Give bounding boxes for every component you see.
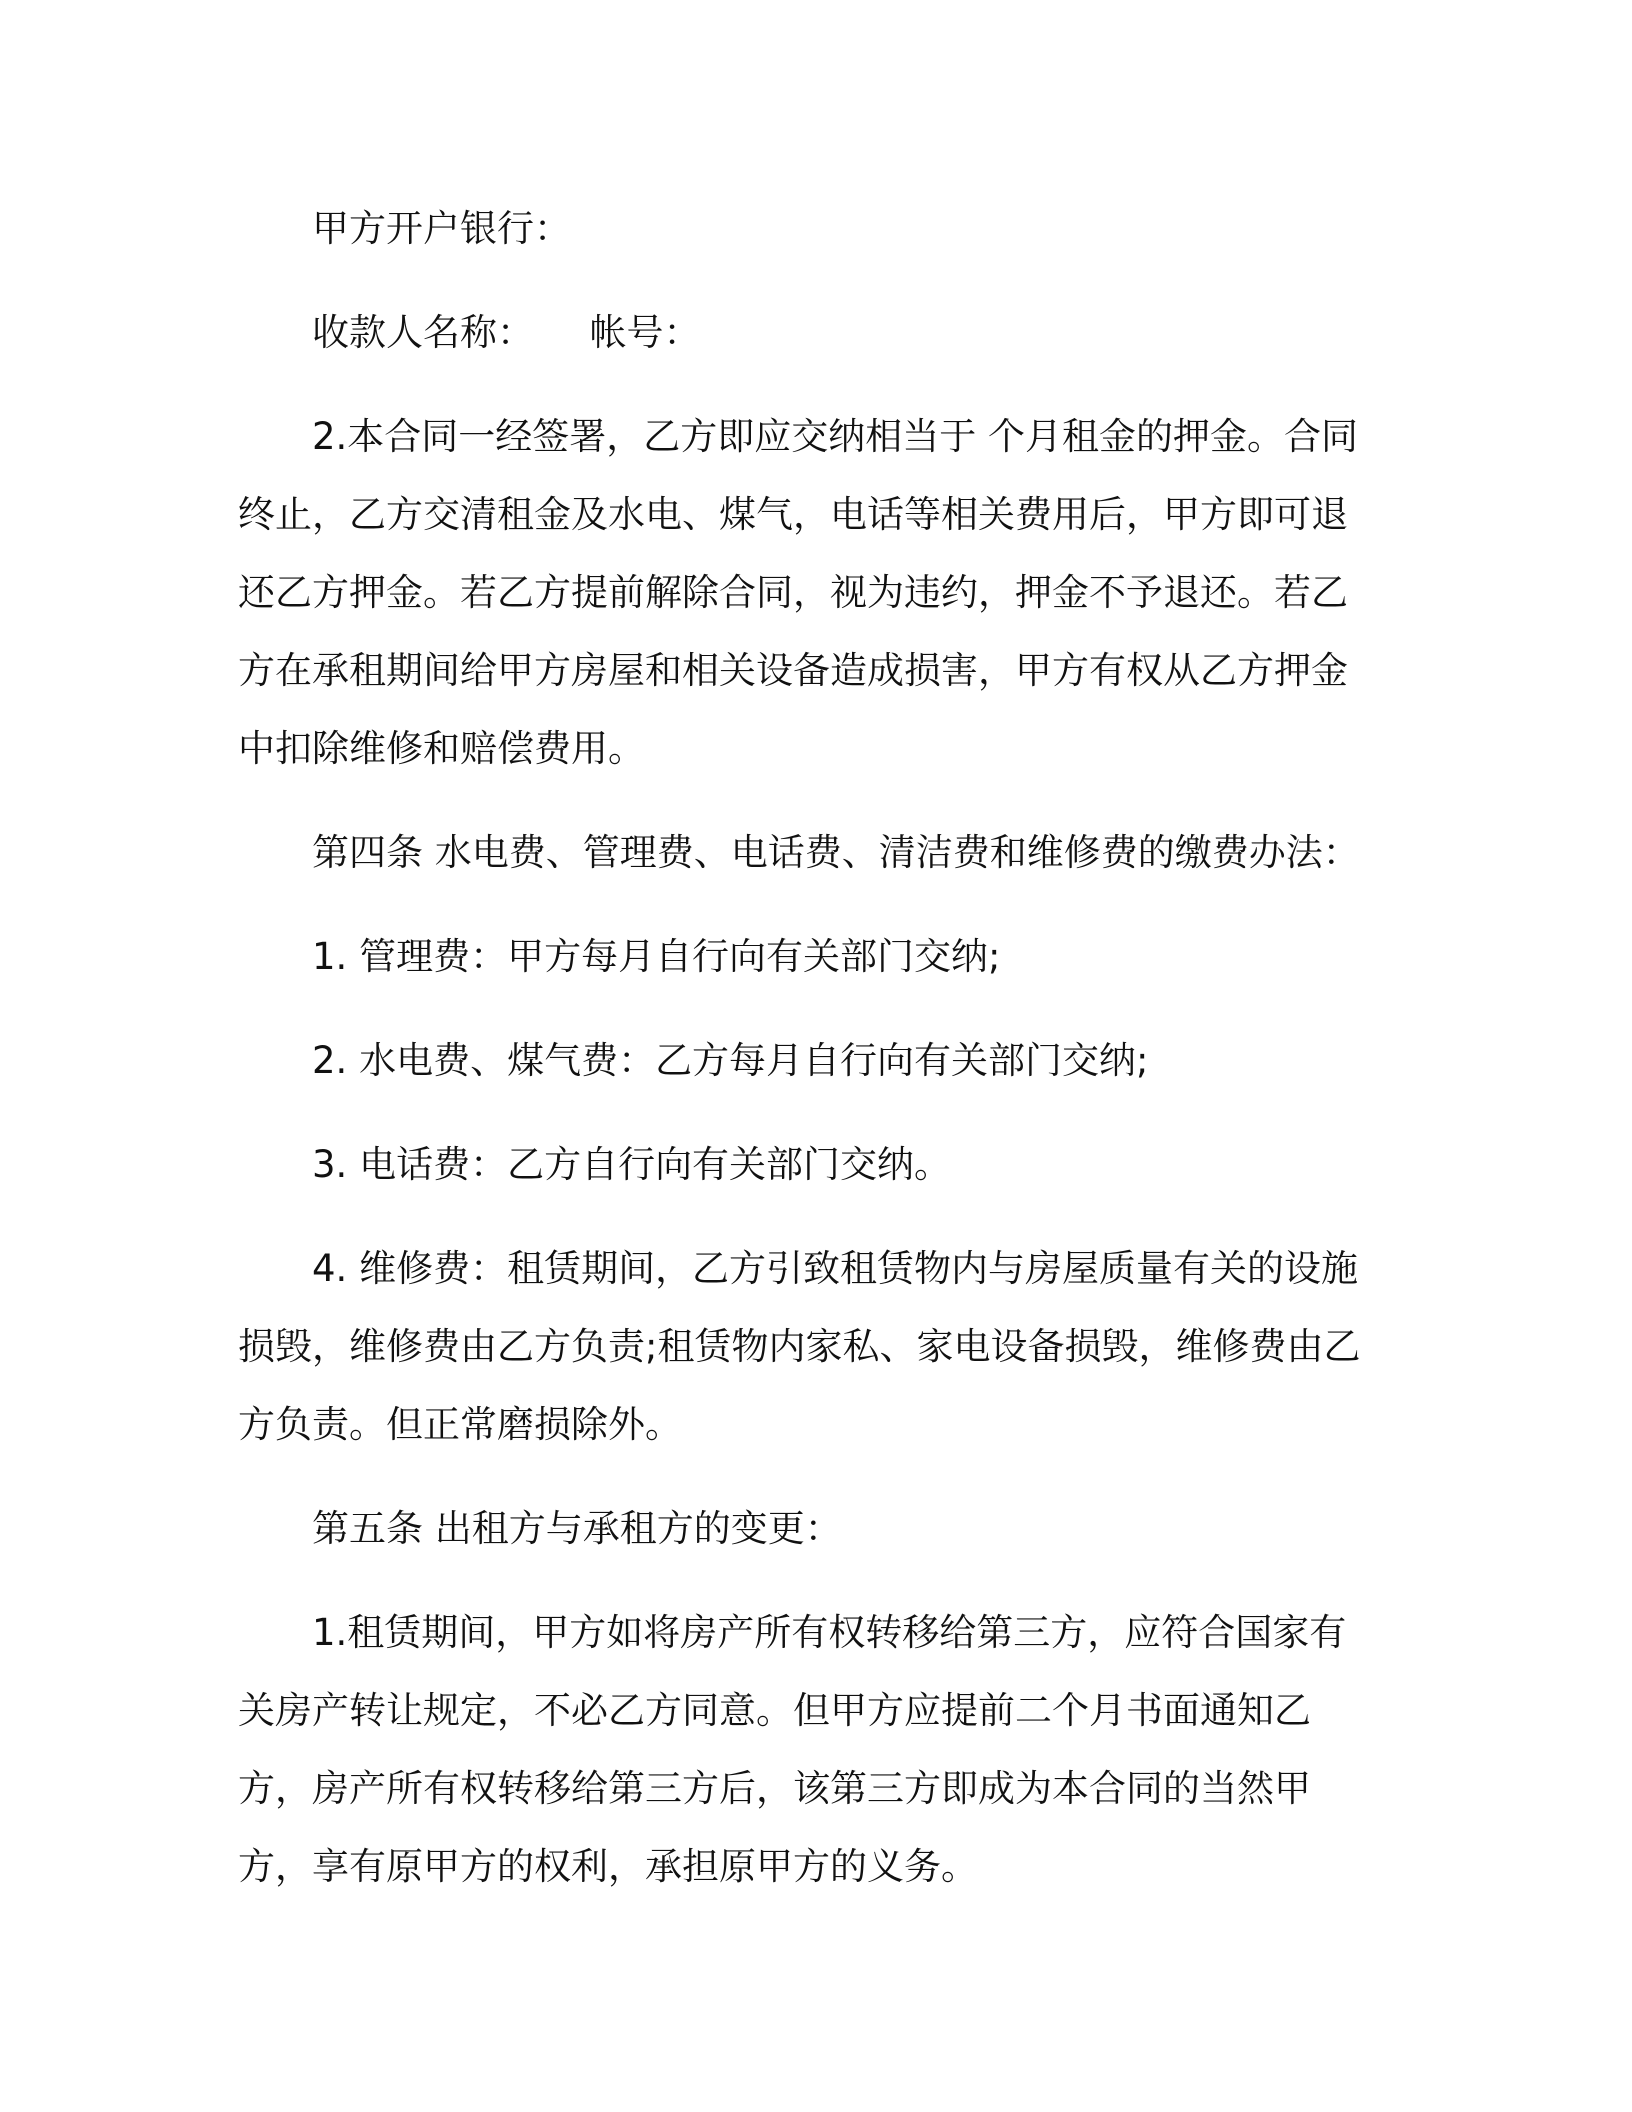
management-fee-item: 1. 管理费：甲方每月自行向有关部门交纳;	[312, 935, 1001, 978]
paragraph-gap	[238, 1568, 1374, 1594]
payee-account-line: 收款人名称： 帐号：	[312, 311, 701, 354]
utility-fee-item: 2. 水电费、煤气费：乙方每月自行向有关部门交纳;	[312, 1039, 1149, 1082]
article-five-heading: 第五条 出租方与承租方的变更：	[312, 1507, 842, 1550]
article-four-heading: 第四条 水电费、管理费、电话费、清洁费和维修费的缴费办法：	[312, 831, 1360, 874]
paragraph-gap	[238, 1204, 1374, 1230]
phone-fee-item: 3. 电话费：乙方自行向有关部门交纳。	[312, 1143, 952, 1186]
paragraph-gap	[238, 892, 1374, 918]
ownership-transfer-clause: 1.租赁期间，甲方如将房产所有权转移给第三方，应符合国家有关房产转让规定，不必乙方同意。但甲方应提前二个月书面通知乙方，房产所有权转移给第三方后，该第三方即成为本合同的当然甲方，享有原甲方的权利，承担原甲方的义务。	[238, 1611, 1347, 1888]
paragraph-gap	[238, 372, 1374, 398]
paragraph-gap	[238, 1100, 1374, 1126]
paragraph-gap	[238, 1464, 1374, 1490]
deposit-clause: 2.本合同一经签署，乙方即应交纳相当于 个月租金的押金。合同终止，乙方交清租金及水电、煤气，电话等相关费用后，甲方即可退还乙方押金。若乙方提前解除合同，视为违约，押金不予退还。若乙方在承租期间给甲方房屋和相关设备造成损害，甲方有权从乙方押金中扣除维修和赔偿费用。	[238, 415, 1359, 770]
paragraph-gap	[238, 268, 1374, 294]
paragraph-gap	[238, 996, 1374, 1022]
document-body	[238, 190, 1374, 1906]
bank-line: 甲方开户银行：	[312, 207, 571, 250]
paragraph-gap	[238, 788, 1374, 814]
maintenance-fee-item: 4. 维修费：租赁期间，乙方引致租赁物内与房屋质量有关的设施损毁，维修费由乙方负责;租赁物内家私、家电设备损毁，维修费由乙方负责。但正常磨损除外。	[238, 1247, 1361, 1446]
